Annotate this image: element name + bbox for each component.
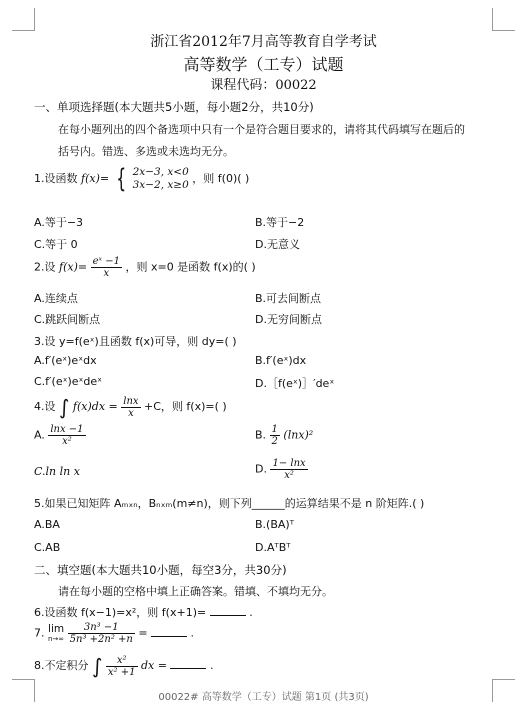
q3-option-d: D.［f(eˣ)］′deˣ [255,377,335,390]
question-5: 5.如果已知矩阵 Aₘₓₙ，Bₙₓₘ(m≠n)，则下列______的运算结果不是 n 阶矩阵.( ) [34,497,425,510]
q3-option-a: A.f′(eˣ)eˣdx [34,354,97,367]
q7-equals: = [138,626,148,640]
question-1 [34,166,249,192]
q1-option-b: B.等于−2 [255,216,305,229]
q1-prefix: 1.设函数 [34,172,78,185]
question-7 [34,622,194,645]
q7-numerator: 3n³ −1 [68,622,135,634]
q4-option-a-label: A. [34,428,45,442]
q4-option-a-numerator: lnx −1 [50,424,84,435]
q2-fraction [91,256,122,279]
q2-option-c: C.跳跃间断点 [34,313,101,326]
q2-option-a: A.连续点 [34,292,78,305]
brace-symbol: { [115,164,126,194]
question-8 [34,654,213,678]
q7-answer-blank [151,626,187,637]
q2-denominator: x [103,268,110,279]
q7-limit [48,624,64,644]
crop-mark-top-left [12,8,35,31]
q1-func: f(x)= [81,172,110,185]
q4-option-a-denominator: x² [62,436,72,447]
q1-option-d: D.无意义 [255,238,300,251]
section1-heading: 一、单项选择题(本大题共5小题，每小题2分，共10分) [34,100,314,114]
page-footer: 00022# 高等数学（工专）试题 第1页 (共3页) [158,692,369,703]
q4-fraction [121,396,140,419]
q4-option-b-label: B. [255,428,267,442]
q4-numerator: lnx [123,395,139,407]
q4-option-d-fraction [270,458,307,481]
exam-title: 浙江省2012年7月高等教育自学考试 [150,34,377,50]
q6-stem: 6.设函数 f(x−1)=x²，则 f(x+1)= [34,606,207,619]
q7-denominator: 5n³ +2n² +n [69,634,133,645]
q1-case2: 3x−2, x≥0 [132,179,189,191]
question-4 [34,395,227,419]
q4-option-b-denominator: 2 [271,436,278,447]
q2-prefix: 2.设 [34,260,56,274]
q3-option-b: B.f′(eˣ)dx [255,354,307,367]
section1-instruction-line2: 括号内。错选、多选或未选均无分。 [58,145,234,158]
crop-mark-top-right [492,8,515,31]
section1-instruction-line1: 在每小题列出的四个备选项中只有一个是符合题目要求的，请将其代码填写在题后的 [58,123,465,136]
section2-heading: 二、填空题(本大题共10小题，每空3分，共30分) [34,563,287,577]
q8-answer-blank [170,658,206,669]
integral-sign-icon: ∫ [59,395,70,419]
question-2 [34,256,256,279]
q4-denominator: x [128,407,134,419]
q4-option-d-numerator: 1− lnx [272,458,306,469]
q3-option-c: C.f′(eˣ)eˣdeˣ [34,375,103,388]
q4-option-c: C.ln ln x [34,465,80,478]
q4-option-b-tail: (lnx)² [283,428,314,442]
q8-fraction [106,655,138,678]
q2-suffix: ，则 x=0 是函数 f(x)的( ) [125,260,256,274]
q4-option-d-label: D. [255,462,267,476]
q7-prefix: 7. [34,626,45,640]
q8-numerator: x² [106,655,138,667]
section2-instruction: 请在每小题的空格中填上正确答案。错填、不填均无分。 [58,585,333,598]
q7-end: . [190,626,195,640]
q2-numerator: eˣ −1 [92,256,120,267]
q4-option-d-denominator: x² [284,470,294,481]
q7-fraction [68,622,135,645]
q4-option-b-numerator: 1 [271,424,278,435]
q4-option-b [255,424,313,447]
q5-option-b: B.(BA)ᵀ [255,518,294,531]
q2-option-d: D.无穷间断点 [255,313,322,326]
q1-case1: 2x−3, x<0 [132,166,189,178]
integral-sign-icon: ∫ [92,654,103,678]
question-6 [34,604,253,620]
q5-option-c: C.AB [34,541,61,554]
q2-func: f(x)= [59,260,88,274]
q4-integrand: f(x)dx = [72,400,118,413]
q4-option-a-fraction [48,424,85,447]
question-3: 3.设 y=f(eˣ)且函数 f(x)可导，则 dy=( ) [34,335,237,348]
q1-option-a: A.等于−3 [34,216,84,229]
q4-option-a [34,424,86,447]
q8-prefix: 8.不定积分 [34,659,89,672]
q1-cases [133,166,189,192]
q8-denominator: x² +1 [107,666,136,678]
exam-subtitle: 高等数学（工专）试题 [183,55,344,74]
q7-lim-sub: n→∞ [48,634,65,643]
q6-answer-blank [210,605,246,616]
q2-option-b: B.可去间断点 [255,292,322,305]
course-code: 课程代码：00022 [210,78,317,93]
q1-option-c: C.等于 0 [34,238,78,251]
q1-suffix: ，则 f(0)( ) [192,172,250,185]
q4-prefix: 4.设 [34,400,56,413]
q8-dx: dx = [141,659,167,672]
q7-lim-word: lim [48,622,65,635]
q5-option-a: A.BA [34,518,60,531]
q4-option-b-fraction [270,424,280,447]
q4-option-d [255,458,308,481]
q5-option-d: D.AᵀBᵀ [255,541,291,554]
q4-suffix: +C，则 f(x)=( ) [144,400,227,413]
q6-tail: . [249,606,253,619]
q8-end: . [209,659,214,672]
